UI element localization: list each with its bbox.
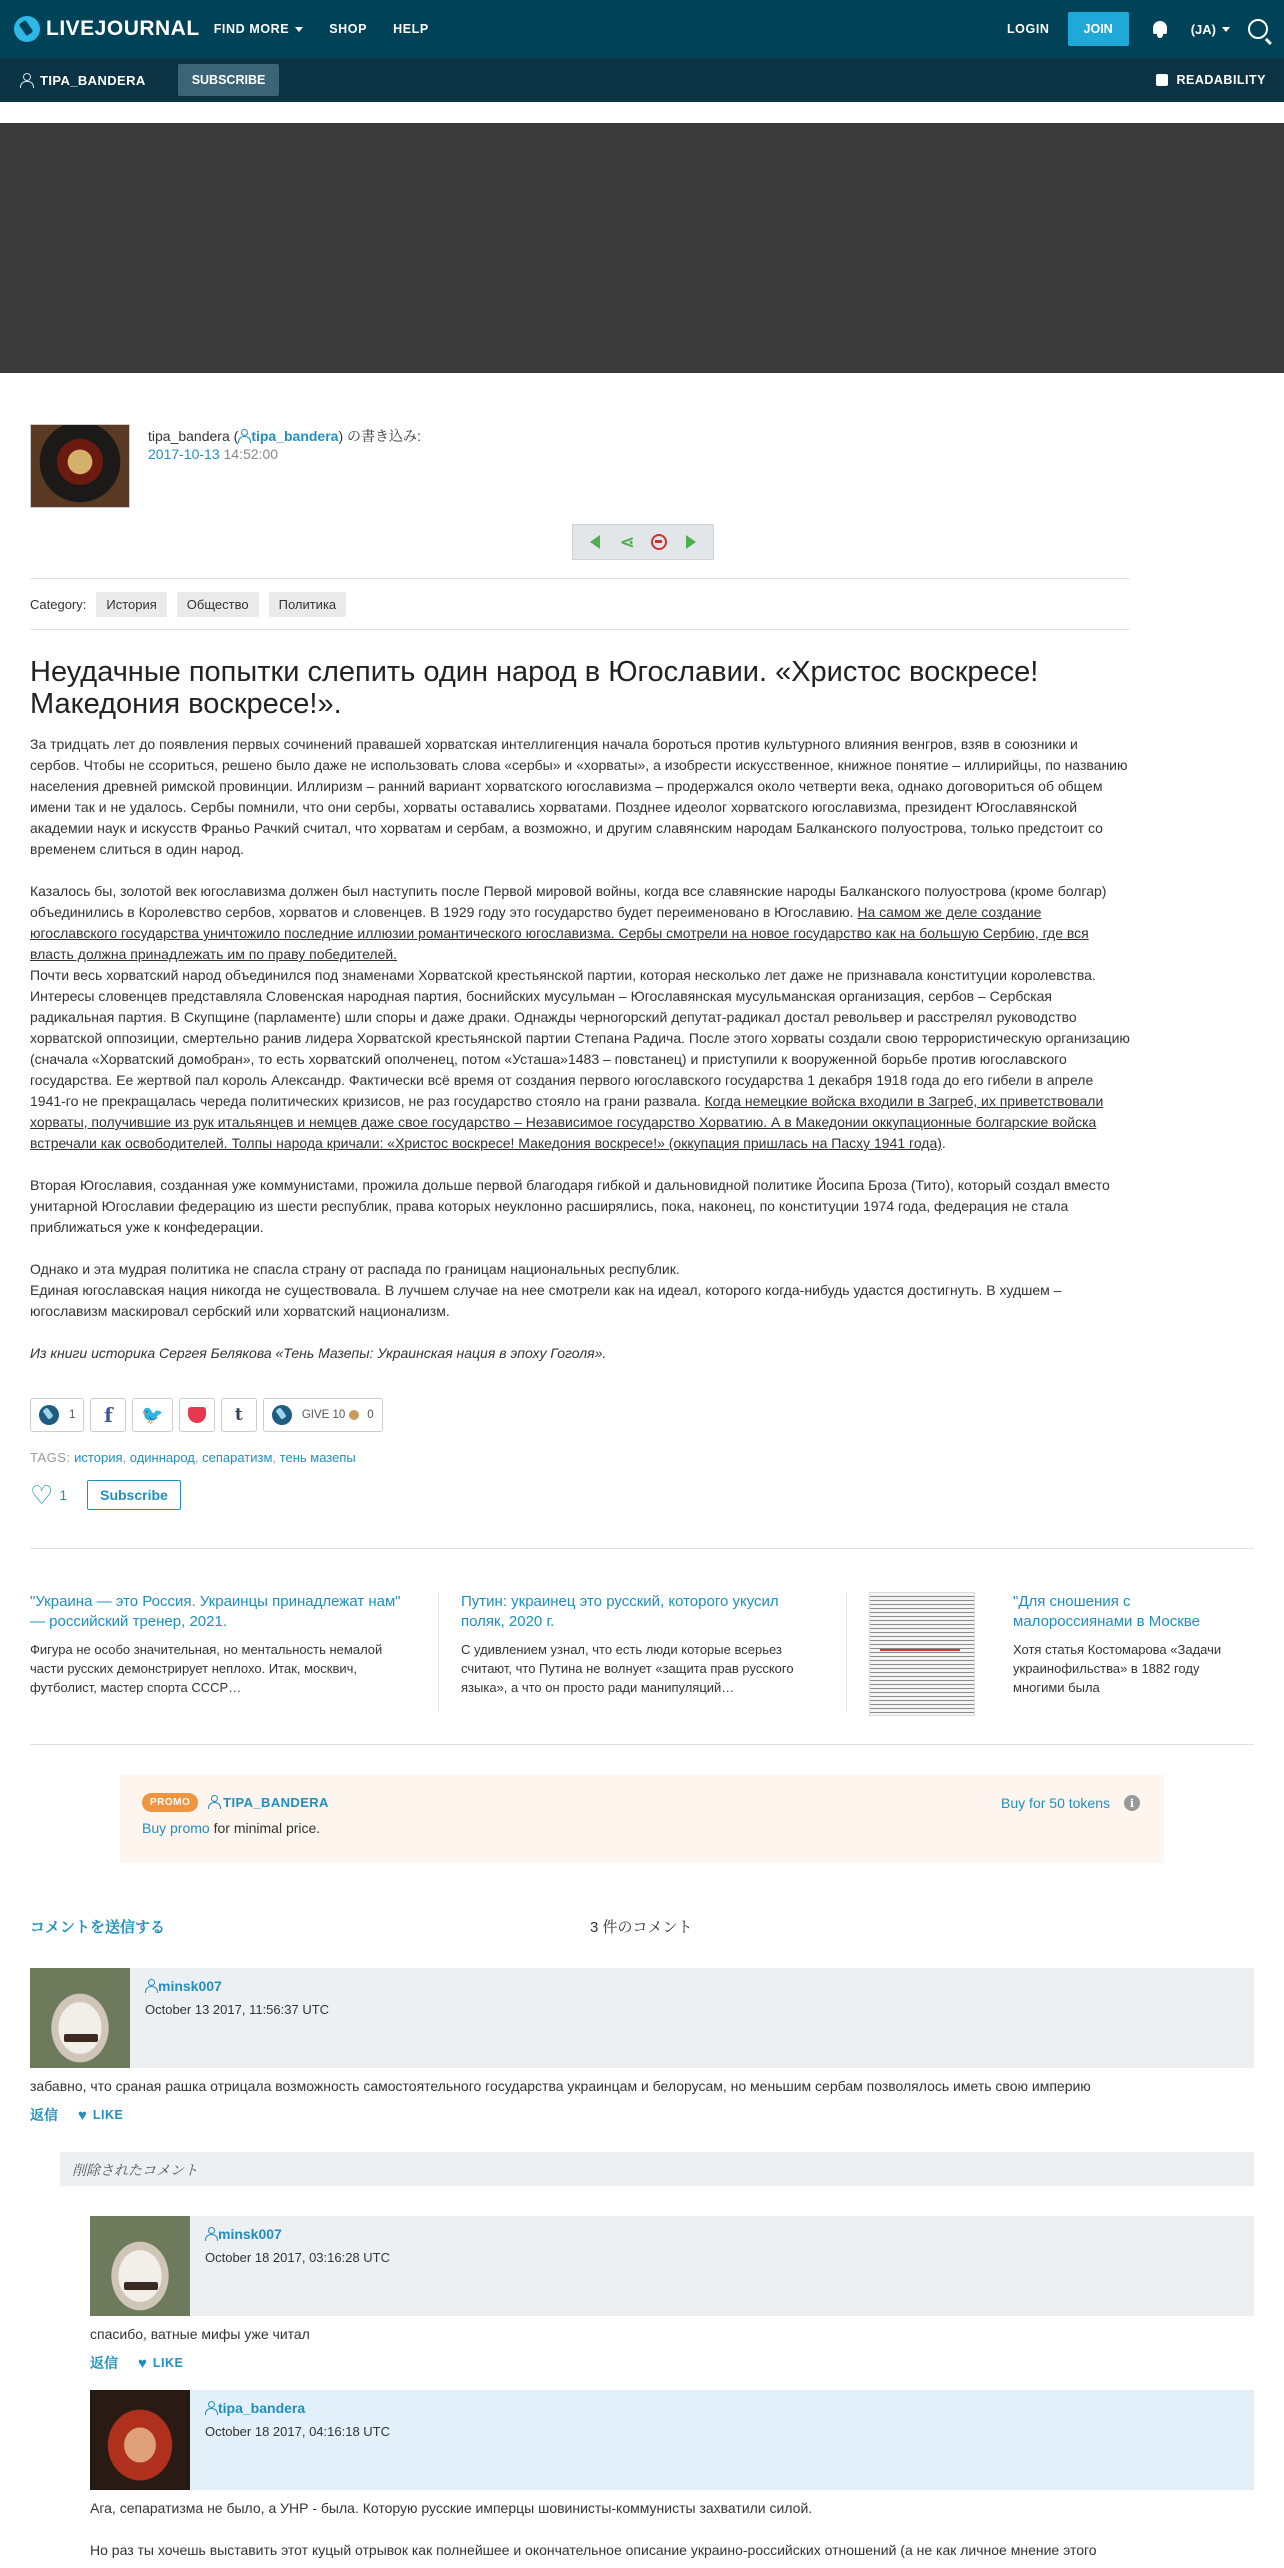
- comment: [90, 2390, 1254, 2561]
- related-post-title[interactable]: Путин: украинец это русский, которого укусил поляк, 2020 г.: [461, 1593, 779, 1630]
- search-icon[interactable]: [1248, 19, 1268, 39]
- post-date: 2017-10-13 14:52:00: [148, 446, 279, 462]
- divider: [30, 1744, 1254, 1745]
- livejournal-icon: [39, 1405, 59, 1425]
- buy-tokens-link[interactable]: Buy for 50 tokens: [1001, 1795, 1110, 1811]
- post-date-link[interactable]: 2017-10-13: [148, 446, 220, 462]
- paragraph: Казалось бы, золотой век югославизма должен был наступить после Первой мировой войны, когда все славянские народы Балканского полуострова (кроме болгар) объединились в Королевство сербов, хорватов и словенцев. В 1929 году это государство будет переименовано в Югославию. На самом же деле создание югославского государства уничтожило последние иллюзии романтического югославизма. Сербы смотрели на новое государство как на большую Сербию, где вся власть должна принадлежать им по праву победителей.: [30, 883, 1107, 962]
- user-icon: [145, 1979, 156, 1992]
- post-comment-link[interactable]: コメントを送信する: [30, 1919, 166, 1936]
- comment-date: October 18 2017, 04:16:18 UTC: [205, 2424, 391, 2439]
- post-title: Неудачные попытки слепить один народ в Югославии. «Христос воскресе! Македония воскресе!».: [30, 656, 1039, 720]
- comment-actions: [30, 2105, 1254, 2125]
- heart-icon[interactable]: ♥: [78, 2106, 87, 2124]
- bell-icon[interactable]: [1151, 19, 1169, 39]
- tag-link[interactable]: тень мазепы: [279, 1450, 356, 1465]
- pocket-share-button[interactable]: [179, 1398, 215, 1432]
- comment-count: 3 件のコメント: [590, 1919, 693, 1936]
- share-row: [30, 1398, 389, 1432]
- tumblr-icon: t: [234, 1405, 243, 1425]
- like-button[interactable]: LIKE: [152, 2356, 184, 2370]
- pocket-icon: [188, 1407, 206, 1423]
- comment-header: [30, 1968, 1254, 2068]
- comment-actions: [90, 2353, 1254, 2373]
- related-post[interactable]: [30, 1592, 438, 1712]
- category-chip[interactable]: Политика: [269, 592, 347, 617]
- info-icon[interactable]: i: [1124, 1795, 1140, 1811]
- heart-icon[interactable]: ♥: [138, 2354, 147, 2372]
- subscribe-top-button[interactable]: SUBSCRIBE: [178, 64, 280, 96]
- related-post-title[interactable]: "Для сношения с малороссиянами в Москве: [1013, 1593, 1200, 1630]
- paragraph: Почти весь хорватский народ объединился под знаменами Хорватской крестьянской партии, которая несколько лет даже не признавала конституции королевства. Интересы словенцев представляла Словенская народная партия, боснийских мусульман – Югославянская мусульманская организация, сербов – Сербская радикальная партия. В Скупщине (парламенте) шли споры и даже драки. Однажды черногорский депутат-радикал достал револьвер и расстрелял руководство хорватской оппозиции, смертельно ранив лидера Хорватской крестьянской партии Степана Радича. После этого хорваты создали свою террористическую организацию (сначала «Хорватский домобран», то есть хорватский ополченец, потом «Усташа»1483 – повстанец) и приступили к вооруженной борьбе против югославского государства. Ее жертвой пал король Александр. Фактически всё время от создания первого югославского государства 1 декабря 1918 года до его гибели в апреле 1941-го не прекращалась череда политических кризисов, не раз государство стояло на грани развала. Когда немецкие войска входили в Загреб, их приветствовали хорваты, получившие из рук итальянцев и немцев даже свое государство – Независимое государство Хорватию. А в Македонии оккупационные болгарские войска встречали как освободителей. Толпы народа кричали: «Христос воскресе! Македония воскресе!» (оккупация пришлась на Пасху 1941 года).: [30, 967, 1130, 1151]
- livejournal-logo-icon: [14, 16, 40, 42]
- buy-promo-link[interactable]: Buy promo: [142, 1820, 210, 1836]
- comment: [30, 1968, 1254, 2125]
- ad-banner: [0, 123, 1284, 373]
- readability-checkbox[interactable]: [1156, 74, 1168, 86]
- facebook-icon: f: [104, 1403, 113, 1427]
- promo-badge: PROMO: [142, 1793, 198, 1812]
- related-post[interactable]: [438, 1592, 846, 1712]
- related-post[interactable]: [846, 1592, 1254, 1712]
- author-userpic[interactable]: [30, 424, 130, 508]
- divider: [30, 1548, 1254, 1549]
- author-line: tipa_bandera ( tipa_bandera) の書き込み:: [148, 428, 421, 444]
- chevron-down-icon: [295, 27, 303, 32]
- twitter-icon: 🐦: [141, 1404, 164, 1425]
- deleted-comment: 削除されたコメント: [60, 2152, 1254, 2186]
- previous-entry-icon[interactable]: [584, 531, 606, 553]
- user-icon: [205, 2401, 216, 2414]
- facebook-share-button[interactable]: [90, 1398, 126, 1432]
- related-post-excerpt: С удивлением узнал, что есть люди которые всерьез считают, что Путина не волнует «защита прав русского языка», а что он просто ради манипуляций…: [461, 1642, 794, 1695]
- post-tags: TAGS: история, одиннарод, сепаратизм, тень мазепы: [30, 1450, 356, 1465]
- reply-link[interactable]: 返信: [30, 2107, 58, 2123]
- promo-text: Buy promo for minimal price.: [142, 1820, 321, 1836]
- comment-text: спасибо, ватные мифы уже читал: [90, 2326, 310, 2342]
- header-actions: [1007, 0, 1272, 58]
- source-citation: Из книги историка Сергея Белякова «Тень Мазепы: Украинская нация в эпоху Гоголя».: [30, 1345, 607, 1361]
- lj-repost-button[interactable]: 1: [30, 1398, 84, 1432]
- promo-user-link[interactable]: TIPA_BANDERA: [223, 1795, 329, 1810]
- nav-help[interactable]: HELP: [393, 22, 429, 36]
- comment-header: [90, 2216, 1254, 2316]
- promo-block: [120, 1775, 1164, 1863]
- token-icon: [349, 1410, 359, 1420]
- avatar[interactable]: [90, 2216, 190, 2316]
- give-tokens-button[interactable]: GIVE 10 0: [263, 1398, 383, 1432]
- main-nav: [214, 22, 455, 36]
- journal-username[interactable]: TIPA_BANDERA: [40, 72, 146, 88]
- comment-text: забавно, что сраная рашка отрицала возможность самостоятельного государства украинцам и белорусам, но меньшим сербам позволялось иметь свою империю: [30, 2078, 1091, 2094]
- comment-date: October 13 2017, 11:56:37 UTC: [145, 2002, 330, 2017]
- tumblr-share-button[interactable]: [221, 1398, 257, 1432]
- livejournal-logo[interactable]: LIVEJOURNAL: [14, 0, 200, 58]
- like-button[interactable]: LIKE: [92, 2108, 124, 2122]
- post-author: [30, 420, 1130, 510]
- top-header: [0, 0, 1284, 58]
- entry-navigation: [572, 524, 714, 560]
- related-post-thumbnail[interactable]: [869, 1592, 975, 1716]
- paragraph: Однако и эта мудрая политика не спасла страну от распада по границам национальных республик.: [30, 1261, 680, 1277]
- journal-bar: [0, 58, 1284, 102]
- author-link[interactable]: tipa_bandera: [251, 428, 339, 444]
- livejournal-icon: [272, 1405, 292, 1425]
- subscribe-button[interactable]: Subscribe: [87, 1480, 181, 1510]
- reply-link[interactable]: 返信: [90, 2355, 118, 2371]
- language-selector[interactable]: (JA): [1191, 22, 1230, 37]
- related-post-title[interactable]: "Украина — это Россия. Украинцы принадлежат нам" — российский тренер, 2021.: [30, 1593, 401, 1630]
- comment: [90, 2216, 1254, 2373]
- comment-text: Но раз ты хочешь выставить этот куцый отрывок как полнейшее и окончательное описание украино-российских отношений (а не как личное мнение этого: [90, 2542, 1097, 2558]
- paragraph: За тридцать лет до появления первых сочинений правашей хорватская интеллигенция начала бороться против культурного влияния венгров, взяв в союзники и сербов. Чтобы не ссориться, решено было даже не использовать слова «сербы» и «хорваты», а изобрести искусственное, книжное понятие – иллирийцы, по названию населения древней римской провинции. Иллиризм – ранний вариант хорватского югославизма – продержался около четверти века, однако договориться об общем имени так и не удалось. Сербы помнили, что они сербы, хорваты оставались хорватами. Позднее идеолог хорватского югославизма, президент Югославянской академии наук и искусств Франьо Рачкий считал, что хорватам и сербам, а возможно, и другим славянским народам Балканского полуострова, только предстоит со временем слиться в один народ.: [30, 736, 1128, 857]
- tag-link[interactable]: сепаратизм: [202, 1450, 273, 1465]
- user-icon: [20, 73, 32, 87]
- twitter-share-button[interactable]: [132, 1398, 172, 1432]
- avatar[interactable]: [90, 2390, 190, 2490]
- like-count: 1: [59, 1487, 68, 1503]
- user-icon: [238, 429, 249, 442]
- buy-tokens: [1001, 1795, 1140, 1811]
- heart-icon[interactable]: ♡: [30, 1480, 54, 1510]
- paragraph: Единая югославская нация никогда не существовала. В лучшем случае на нее смотрели как на идеал, которого когда-нибудь удастся достигнуть. В худшем – югославизм маскировал сербский или хорватский национализм.: [30, 1282, 1062, 1319]
- related-post-excerpt: Хотя статья Костомарова «Задачи украинофильства» в 1882 году многими была: [1013, 1642, 1222, 1695]
- post-body: [30, 734, 1130, 1385]
- post-categories: Category: История Общество Политика: [30, 592, 346, 617]
- avatar[interactable]: [30, 1968, 130, 2068]
- join-button[interactable]: JOIN: [1068, 12, 1129, 46]
- post-likes: [30, 1480, 181, 1510]
- nav-find-more[interactable]: FIND MORE: [214, 22, 304, 36]
- related-post-excerpt: Фигура не особо значительная, но ментальность немалой части русских демонстрирует неплохо. Итак, москвич, футболист, мастер спорта СССР…: [30, 1642, 383, 1695]
- post: [30, 420, 1130, 1510]
- user-icon: [205, 2227, 216, 2240]
- comment-header: [90, 2390, 1254, 2490]
- readability-toggle[interactable]: READABILITY: [1156, 58, 1266, 102]
- comments-header: [30, 1916, 1254, 1940]
- comment-author[interactable]: tipa_bandera: [205, 2400, 305, 2416]
- chevron-down-icon: [1222, 27, 1230, 32]
- divider: [30, 629, 1130, 630]
- share-icon[interactable]: [616, 531, 638, 553]
- comment-date: October 18 2017, 03:16:28 UTC: [205, 2250, 391, 2265]
- divider: [30, 578, 1130, 579]
- flag-icon[interactable]: [651, 534, 667, 550]
- comment-author[interactable]: minsk007: [205, 2226, 282, 2242]
- tag-link[interactable]: история: [74, 1450, 123, 1465]
- category-chip[interactable]: История: [96, 592, 166, 617]
- nav-shop[interactable]: SHOP: [329, 22, 368, 36]
- login-link[interactable]: LOGIN: [1006, 22, 1050, 36]
- related-posts: [30, 1592, 1254, 1712]
- tag-link[interactable]: одиннарод: [129, 1450, 195, 1465]
- user-icon: [208, 1795, 219, 1808]
- comment-author[interactable]: minsk007: [145, 1978, 222, 1994]
- next-entry-icon[interactable]: [680, 531, 702, 553]
- paragraph: Вторая Югославия, созданная уже коммунистами, прожила дольше первой благодаря гибкой и дальновидной политике Йосипа Броза (Тито), который создал вместо унитарной Югославии федерацию из шести республик, права которых неуклонно расширялись, пока, наконец, по конституции 1974 года, федерация не стала приближаться уже к конфедерации.: [30, 1177, 1110, 1235]
- category-chip[interactable]: Общество: [177, 592, 259, 617]
- comment-text: Ага, сепаратизма не было, а УНР - была. Которую русские имперцы шовинисты-коммунисты захватили силой.: [90, 2500, 813, 2516]
